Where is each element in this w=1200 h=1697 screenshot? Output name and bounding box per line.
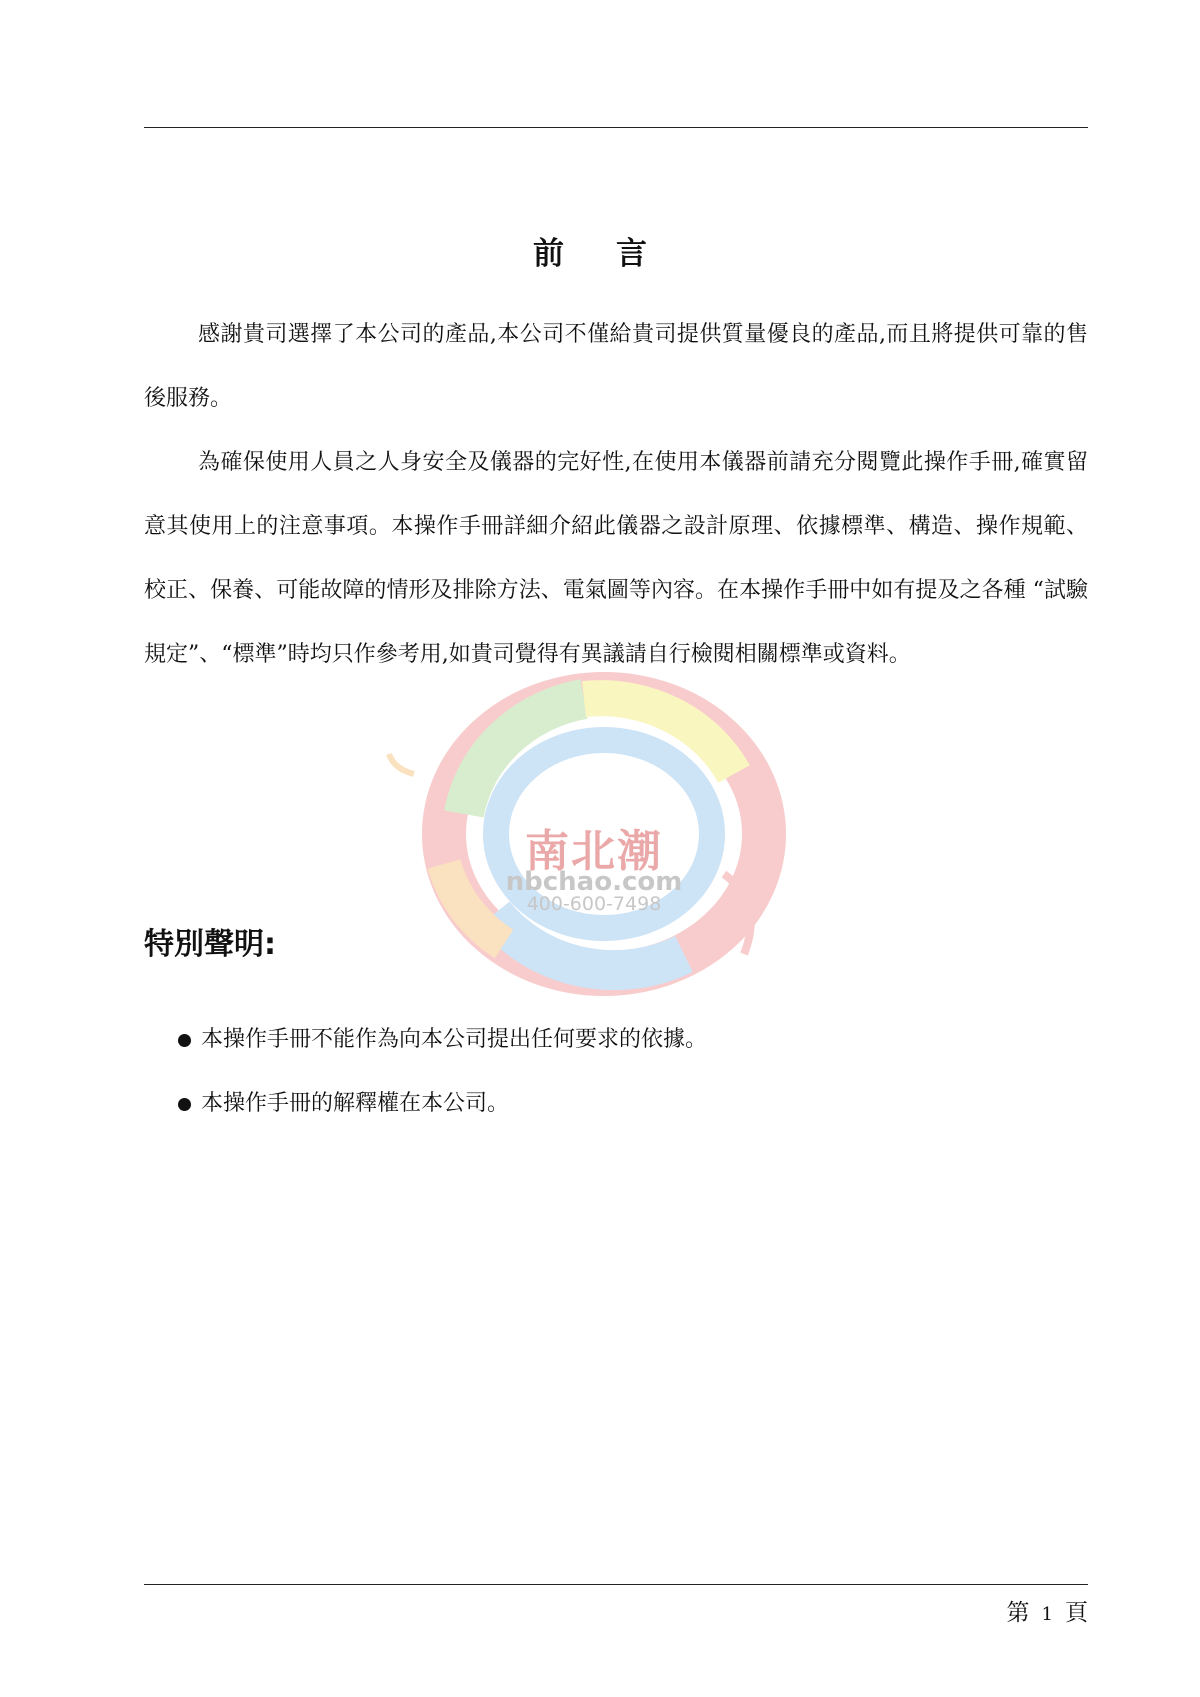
list-item [178,1072,707,1136]
page-number [1007,1597,1088,1631]
bullet-icon [178,1098,191,1111]
page-title: 前言 [533,236,699,272]
page-number-suffix: 頁 [1065,1600,1088,1626]
page-number-value: 1 [1041,1604,1053,1625]
bullet-icon [178,1034,191,1047]
notice-list [178,1008,707,1136]
footer-rule [144,1584,1088,1585]
watermark-brand-en: nbchao.com [505,867,683,897]
list-item [178,1008,707,1072]
page-number-prefix: 第 [1006,1600,1030,1626]
preface-paragraph-1: 感謝貴司選擇了本公司的產品,本公司不僅給貴司提供質量優良的產品,而且將提供可靠的售後服務。 [144,322,1088,411]
watermark-brand-cn: 南北潮 [525,826,663,877]
notice-item-text: 本操作手冊不能作為向本公司提出任何要求的依據。 [201,1027,708,1052]
notice-heading: 特別聲明: [144,927,276,962]
preface-paragraph-2: 為確保使用人員之人身安全及儀器的完好性,在使用本儀器前請充分閱覽此操作手冊,確實留意其使用上的注意事項。本操作手冊詳細介紹此儀器之設計原理、依據標準、構造、操作規範、校正、保養、可能故障的情形及排除方法、電氣圖等內容。在本操作手冊中如有提及之各種 “試驗規定”、“標準”時均只作參考用,如貴司覺得有異議請自行檢閱相關標準或資料。 [144,450,1088,667]
watermark-phone: 400-600-7498 [526,893,662,915]
header-rule [144,127,1088,128]
notice-item-text: 本操作手冊的解釋權在本公司。 [201,1091,510,1116]
